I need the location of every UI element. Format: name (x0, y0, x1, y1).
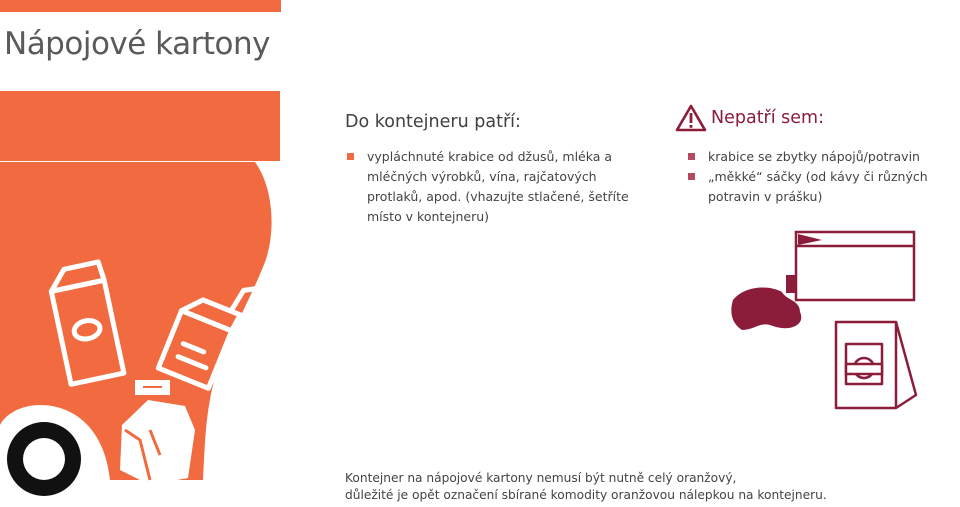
pouch-icon (731, 232, 914, 330)
not-belongs-heading-text: Nepatří sem: (711, 108, 824, 128)
footer-note (345, 470, 955, 504)
list-item: krabice se zbytky nápojů/potravin (688, 147, 958, 167)
page-title: Nápojové kartony (4, 26, 270, 62)
list-item: vypláchnuté krabice od džusů, mléka a mléčných výrobků, vína, rajčatových protlaků, apod. (vhazujte stlačené, šetříte místo v kontejneru) (347, 147, 647, 227)
footer-line-1: Kontejner na nápojové kartony nemusí být nutně celý oranžový, (345, 471, 737, 485)
coffee-bag-icon (836, 322, 916, 408)
list-item: „měkké“ sáčky (od kávy či různých potravin v prášku) (688, 167, 958, 207)
belongs-heading: Do kontejneru patří: (345, 112, 521, 132)
footer-line-2: důležité je opět označení sbírané komodity oranžovou nálepkou na kontejneru. (345, 488, 827, 502)
